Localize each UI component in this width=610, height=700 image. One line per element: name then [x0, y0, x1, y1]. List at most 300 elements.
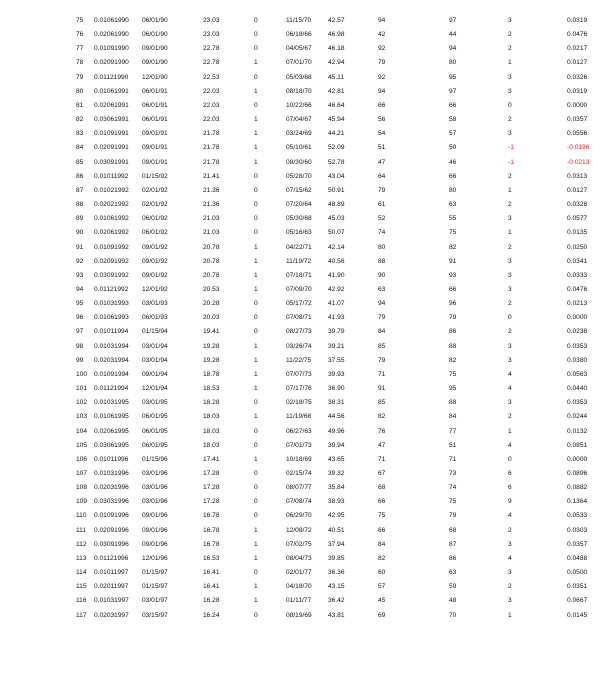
difference-cell: 0: [508, 314, 512, 322]
date-cell: 06/01/91: [142, 87, 168, 95]
count-a-cell: 71: [378, 455, 386, 463]
value-cell: 48.89: [328, 201, 345, 209]
price-cell: 22.78: [203, 59, 220, 67]
ratio-cell: 0.0132: [567, 427, 588, 435]
code-cell: 0.02091991: [94, 144, 129, 152]
table-row: [0, 170, 610, 184]
table-row: [0, 439, 610, 453]
flag-cell: 1: [254, 59, 258, 67]
flag-cell: 1: [254, 597, 258, 605]
price-cell: 19.28: [203, 356, 220, 364]
flag-cell: 1: [254, 87, 258, 95]
price-cell: 18.03: [203, 441, 220, 449]
price-cell: 21.78: [203, 158, 220, 166]
ratio-cell: 0.0333: [567, 271, 588, 279]
value-cell: 40.51: [328, 526, 345, 534]
birth-date-cell: 07/09/70: [286, 285, 312, 293]
table-row: [0, 226, 610, 240]
count-a-cell: 67: [378, 470, 386, 477]
difference-cell: 3: [508, 569, 512, 577]
count-a-cell: 57: [378, 583, 386, 591]
date-cell: 01/15/94: [142, 328, 168, 336]
count-b-cell: 66: [449, 101, 457, 109]
difference-cell: 2: [508, 31, 512, 39]
price-cell: 16.24: [203, 611, 220, 619]
code-cell: 0.03091996: [94, 540, 129, 548]
count-b-cell: 79: [449, 314, 457, 322]
table-row: [0, 283, 610, 297]
table-row: [0, 538, 610, 552]
difference-cell: 2: [508, 583, 512, 591]
table-row: [0, 396, 610, 410]
difference-cell: 1: [508, 427, 512, 435]
price-cell: 16.41: [203, 583, 220, 591]
birth-date-cell: 11/19/68: [286, 413, 312, 421]
value-cell: 49.96: [328, 427, 345, 435]
price-cell: 21.03: [203, 215, 220, 223]
birth-date-cell: 05/03/68: [286, 73, 312, 81]
row-index: 90: [76, 229, 84, 237]
count-b-cell: 48: [449, 597, 457, 605]
row-index: 77: [76, 45, 84, 53]
price-cell: 17.28: [203, 498, 220, 506]
row-index: 110: [76, 512, 87, 520]
count-b-cell: 95: [449, 73, 457, 81]
date-cell: 02/01/92: [142, 201, 168, 209]
count-a-cell: 64: [378, 172, 386, 180]
price-cell: 20.53: [203, 285, 220, 293]
birth-date-cell: 05/16/63: [286, 229, 312, 237]
table-row: [0, 241, 610, 255]
value-cell: 44.56: [328, 413, 345, 421]
ratio-cell: 0.0303: [567, 526, 588, 534]
ratio-cell: 0.0851: [567, 441, 588, 449]
count-b-cell: 66: [449, 285, 457, 293]
difference-cell: 2: [508, 300, 512, 308]
price-cell: 21.03: [203, 229, 220, 237]
code-cell: 0.01011996: [94, 455, 129, 463]
difference-cell: 2: [508, 328, 512, 336]
ratio-cell: 0.0341: [567, 257, 588, 265]
date-cell: 09/01/91: [142, 144, 168, 152]
value-cell: 43.65: [328, 455, 345, 463]
value-cell: 43.81: [328, 611, 345, 619]
row-index: 104: [76, 427, 88, 435]
difference-cell: 2: [508, 201, 512, 209]
date-cell: 06/01/95: [142, 441, 168, 449]
difference-cell: 1: [508, 229, 512, 237]
value-cell: 39.94: [328, 441, 345, 449]
value-cell: 36.42: [328, 597, 345, 605]
count-b-cell: 94: [449, 45, 457, 53]
code-cell: 0.02031997: [94, 611, 129, 619]
value-cell: 41.90: [328, 271, 345, 279]
count-b-cell: 63: [449, 569, 457, 577]
ratio-cell: 0.0000: [567, 101, 588, 109]
count-b-cell: 70: [449, 611, 457, 619]
difference-cell: 3: [508, 285, 512, 293]
date-cell: 09/01/91: [142, 130, 168, 138]
count-a-cell: 45: [378, 597, 386, 605]
table-row: [0, 156, 610, 170]
price-cell: 18.78: [203, 370, 220, 378]
code-cell: 0.01091992: [94, 243, 129, 251]
count-a-cell: 69: [378, 611, 386, 619]
row-index: 92: [76, 257, 84, 265]
difference-cell: -1: [508, 158, 514, 166]
date-cell: 09/01/91: [142, 158, 168, 166]
code-cell: 0.01011997: [94, 569, 129, 577]
difference-cell: 2: [508, 413, 512, 421]
birth-date-cell: 06/29/70: [286, 512, 312, 520]
price-cell: 19.41: [203, 328, 220, 336]
table-row: [0, 467, 610, 481]
row-index: 114: [76, 569, 87, 577]
row-index: 99: [76, 356, 84, 364]
ratio-cell: 0.0882: [567, 484, 588, 492]
count-b-cell: 86: [449, 554, 457, 562]
date-cell: 03/01/93: [142, 300, 168, 308]
count-b-cell: 75: [449, 370, 457, 378]
value-cell: 42.94: [328, 59, 345, 67]
ratio-cell: 0.0353: [567, 399, 588, 407]
birth-date-cell: 07/17/76: [286, 385, 312, 393]
row-index: 100: [76, 370, 88, 378]
date-cell: 03/01/96: [142, 498, 168, 506]
table-row: [0, 453, 610, 467]
difference-cell: 3: [508, 597, 512, 605]
date-cell: 09/01/96: [142, 540, 168, 548]
birth-date-cell: 02/18/75: [286, 399, 312, 407]
count-a-cell: 82: [378, 554, 386, 562]
count-a-cell: 52: [378, 215, 386, 223]
code-cell: 0.01021992: [94, 186, 129, 194]
birth-date-cell: 07/20/64: [286, 201, 312, 209]
count-b-cell: 46: [449, 158, 457, 166]
code-cell: 0.01031994: [94, 342, 129, 350]
value-cell: 40.56: [328, 257, 345, 265]
ratio-cell: 0.0145: [567, 611, 588, 619]
ratio-cell: 0.0127: [567, 186, 588, 194]
count-a-cell: 84: [378, 328, 386, 336]
ratio-cell: 0.0213: [567, 300, 588, 308]
flag-cell: 0: [254, 314, 258, 322]
birth-date-cell: 12/08/72: [286, 526, 312, 534]
code-cell: 0.01011992: [94, 172, 129, 180]
price-cell: 21.41: [203, 172, 220, 180]
table-row: [0, 410, 610, 424]
code-cell: 0.01091994: [94, 370, 129, 378]
count-b-cell: 97: [449, 17, 457, 24]
date-cell: 06/01/91: [142, 116, 168, 124]
code-cell: 0.03031996: [94, 498, 129, 506]
difference-cell: 3: [508, 73, 512, 81]
count-b-cell: 58: [449, 116, 457, 124]
value-cell: 38.31: [328, 399, 345, 407]
date-cell: 12/01/96: [142, 554, 168, 562]
row-index: 76: [76, 31, 84, 39]
date-cell: 03/15/97: [142, 611, 168, 619]
count-a-cell: 66: [378, 101, 386, 109]
ratio-cell: 0.0563: [567, 370, 588, 378]
count-b-cell: 87: [449, 540, 457, 548]
table-row: [0, 382, 610, 396]
value-cell: 50.07: [328, 229, 345, 237]
value-cell: 38.93: [328, 498, 345, 506]
birth-date-cell: 02/01/77: [286, 569, 312, 577]
ratio-cell: 0.0000: [567, 314, 588, 322]
table-row: [0, 354, 610, 368]
row-index: 89: [76, 215, 84, 223]
price-cell: 22.03: [203, 101, 220, 109]
count-a-cell: 90: [378, 271, 386, 279]
birth-date-cell: 08/27/73: [286, 328, 312, 336]
row-index: 102: [76, 399, 88, 407]
birth-date-cell: 08/18/70: [286, 87, 312, 95]
flag-cell: 0: [254, 215, 258, 223]
date-cell: 09/01/90: [142, 45, 168, 53]
row-index: 103: [76, 413, 88, 421]
flag-cell: 0: [254, 484, 258, 492]
birth-date-cell: 07/01/73: [286, 441, 312, 449]
date-cell: 01/15/97: [142, 583, 168, 591]
birth-date-cell: 11/15/70: [286, 17, 312, 24]
birth-date-cell: 08/07/77: [286, 484, 312, 492]
table-row: [0, 255, 610, 269]
count-a-cell: 79: [378, 59, 386, 67]
price-cell: 18.03: [203, 427, 220, 435]
row-index: 79: [76, 73, 84, 81]
count-a-cell: 79: [378, 356, 386, 364]
table-row: [0, 127, 610, 141]
birth-date-cell: 05/28/70: [286, 172, 312, 180]
difference-cell: 6: [508, 484, 512, 492]
value-cell: 36.90: [328, 385, 345, 393]
value-cell: 42.92: [328, 285, 345, 293]
date-cell: 03/01/94: [142, 342, 168, 350]
birth-date-cell: 05/17/72: [286, 300, 312, 308]
birth-date-cell: 08/04/73: [286, 554, 312, 562]
code-cell: 0.01061993: [94, 314, 129, 322]
ratio-cell: 0.0127: [567, 59, 588, 67]
code-cell: 0.01011994: [94, 328, 129, 336]
birth-date-cell: 06/18/66: [286, 31, 312, 39]
count-b-cell: 57: [449, 130, 457, 138]
count-a-cell: 60: [378, 569, 386, 577]
birth-date-cell: 11/19/72: [286, 257, 312, 265]
count-b-cell: 97: [449, 87, 457, 95]
table-row: [0, 524, 610, 538]
price-cell: 20.78: [203, 243, 220, 251]
difference-cell: 2: [508, 45, 512, 53]
flag-cell: 0: [254, 186, 258, 194]
ratio-cell: 0.0440: [567, 385, 588, 393]
flag-cell: 0: [254, 498, 258, 506]
price-cell: 18.53: [203, 385, 220, 393]
date-cell: 09/01/92: [142, 257, 168, 265]
table-row: [0, 269, 610, 283]
flag-cell: 1: [254, 554, 258, 562]
row-index: 82: [76, 116, 84, 124]
birth-date-cell: 04/22/71: [286, 243, 312, 251]
date-cell: 12/01/94: [142, 385, 168, 393]
code-cell: 0.01121996: [94, 554, 129, 562]
count-a-cell: 94: [378, 300, 386, 308]
flag-cell: 0: [254, 45, 258, 53]
price-cell: 16.41: [203, 569, 220, 577]
difference-cell: 2: [508, 526, 512, 534]
count-b-cell: 88: [449, 342, 457, 350]
birth-date-cell: 07/15/62: [286, 186, 312, 194]
row-index: 107: [76, 470, 88, 477]
flag-cell: 1: [254, 144, 258, 152]
difference-cell: 3: [508, 130, 512, 138]
count-a-cell: 56: [378, 116, 386, 124]
difference-cell: 3: [508, 271, 512, 279]
price-cell: 20.78: [203, 257, 220, 265]
ratio-cell: -0.0213: [567, 158, 590, 166]
date-cell: 01/15/92: [142, 172, 168, 180]
table-row: [0, 113, 610, 127]
value-cell: 42.95: [328, 512, 345, 520]
code-cell: 0.02061991: [94, 101, 129, 109]
date-cell: 06/01/92: [142, 215, 168, 223]
count-b-cell: 66: [449, 172, 457, 180]
difference-cell: 1: [508, 611, 512, 619]
difference-cell: 3: [508, 356, 512, 364]
ratio-cell: 0.0476: [567, 31, 588, 39]
birth-date-cell: 07/02/75: [286, 540, 312, 548]
ratio-cell: 0.0328: [567, 201, 588, 209]
count-b-cell: 82: [449, 243, 457, 251]
ratio-cell: 0.0533: [567, 512, 588, 520]
code-cell: 0.01031995: [94, 399, 129, 407]
table-row: [0, 71, 610, 85]
birth-date-cell: 08/30/60: [286, 158, 312, 166]
price-cell: 20.03: [203, 314, 220, 322]
value-cell: 39.85: [328, 554, 345, 562]
difference-cell: 2: [508, 116, 512, 124]
table-row: [0, 325, 610, 339]
value-cell: 45.11: [328, 73, 345, 81]
date-cell: 09/01/92: [142, 271, 168, 279]
table-row: [0, 580, 610, 594]
ratio-cell: 0.0000: [567, 455, 588, 463]
value-cell: 39.32: [328, 470, 345, 477]
date-cell: 09/01/96: [142, 512, 168, 520]
ratio-cell: 0.0353: [567, 342, 588, 350]
flag-cell: 1: [254, 370, 258, 378]
birth-date-cell: 01/11/77: [286, 597, 312, 605]
count-b-cell: 68: [449, 526, 457, 534]
code-cell: 0.01061995: [94, 413, 129, 421]
count-a-cell: 88: [378, 257, 386, 265]
price-cell: 18.03: [203, 413, 220, 421]
date-cell: 01/15/97: [142, 569, 168, 577]
count-a-cell: 85: [378, 399, 386, 407]
birth-date-cell: 03/24/69: [286, 130, 312, 138]
count-a-cell: 68: [378, 484, 386, 492]
value-cell: 52.09: [328, 144, 345, 152]
table-row: [0, 594, 610, 608]
count-b-cell: 84: [449, 413, 457, 421]
row-index: 113: [76, 554, 87, 562]
value-cell: 35.84: [328, 484, 345, 492]
table-row: [0, 311, 610, 325]
count-b-cell: 44: [449, 31, 457, 39]
difference-cell: 4: [508, 554, 512, 562]
row-index: 108: [76, 484, 88, 492]
value-cell: 39.79: [328, 328, 345, 336]
flag-cell: 0: [254, 470, 258, 477]
data-table: [0, 14, 610, 623]
row-index: 116: [76, 597, 87, 605]
value-cell: 43.15: [328, 583, 345, 591]
price-cell: 16.28: [203, 597, 220, 605]
table-row: [0, 212, 610, 226]
row-index: 95: [76, 300, 84, 308]
ratio-cell: 0.0326: [567, 73, 588, 81]
count-b-cell: 74: [449, 484, 457, 492]
difference-cell: 2: [508, 172, 512, 180]
code-cell: 0.01121990: [94, 73, 129, 81]
table-row: [0, 184, 610, 198]
flag-cell: 1: [254, 130, 258, 138]
count-b-cell: 80: [449, 59, 457, 67]
difference-cell: 2: [508, 243, 512, 251]
code-cell: 0.01091991: [94, 130, 129, 138]
row-index: 109: [76, 498, 88, 506]
code-cell: 0.02091996: [94, 526, 129, 534]
table-row: [0, 340, 610, 354]
birth-date-cell: 07/18/71: [286, 271, 312, 279]
price-cell: 23.03: [203, 17, 220, 24]
ratio-cell: 0.0476: [567, 285, 588, 293]
difference-cell: 4: [508, 370, 512, 378]
ratio-cell: 0.1364: [567, 498, 588, 506]
table-row: [0, 609, 610, 623]
row-index: 112: [76, 540, 87, 548]
birth-date-cell: 07/07/73: [286, 370, 312, 378]
table-row: [0, 28, 610, 42]
value-cell: 50.91: [328, 186, 345, 194]
code-cell: 0.02061995: [94, 427, 129, 435]
table-row: [0, 368, 610, 382]
code-cell: 0.02031994: [94, 356, 129, 364]
code-cell: 0.02061992: [94, 229, 129, 237]
flag-cell: 1: [254, 583, 258, 591]
ratio-cell: 0.0357: [567, 540, 588, 548]
table-row: [0, 297, 610, 311]
flag-cell: 1: [254, 540, 258, 548]
value-cell: 39.21: [328, 342, 345, 350]
price-cell: 17.41: [203, 455, 220, 463]
difference-cell: 3: [508, 342, 512, 350]
row-index: 84: [76, 144, 84, 152]
difference-cell: 9: [508, 498, 512, 506]
difference-cell: 4: [508, 512, 512, 520]
value-cell: 39.93: [328, 370, 345, 378]
birth-date-cell: 07/08/71: [286, 314, 312, 322]
price-cell: 16.78: [203, 540, 220, 548]
birth-date-cell: 07/01/70: [286, 59, 312, 67]
code-cell: 0.01061992: [94, 215, 129, 223]
ratio-cell: 0.0896: [567, 470, 588, 477]
date-cell: 02/01/92: [142, 186, 168, 194]
date-cell: 06/01/91: [142, 101, 168, 109]
difference-cell: 3: [508, 399, 512, 407]
flag-cell: 0: [254, 441, 258, 449]
